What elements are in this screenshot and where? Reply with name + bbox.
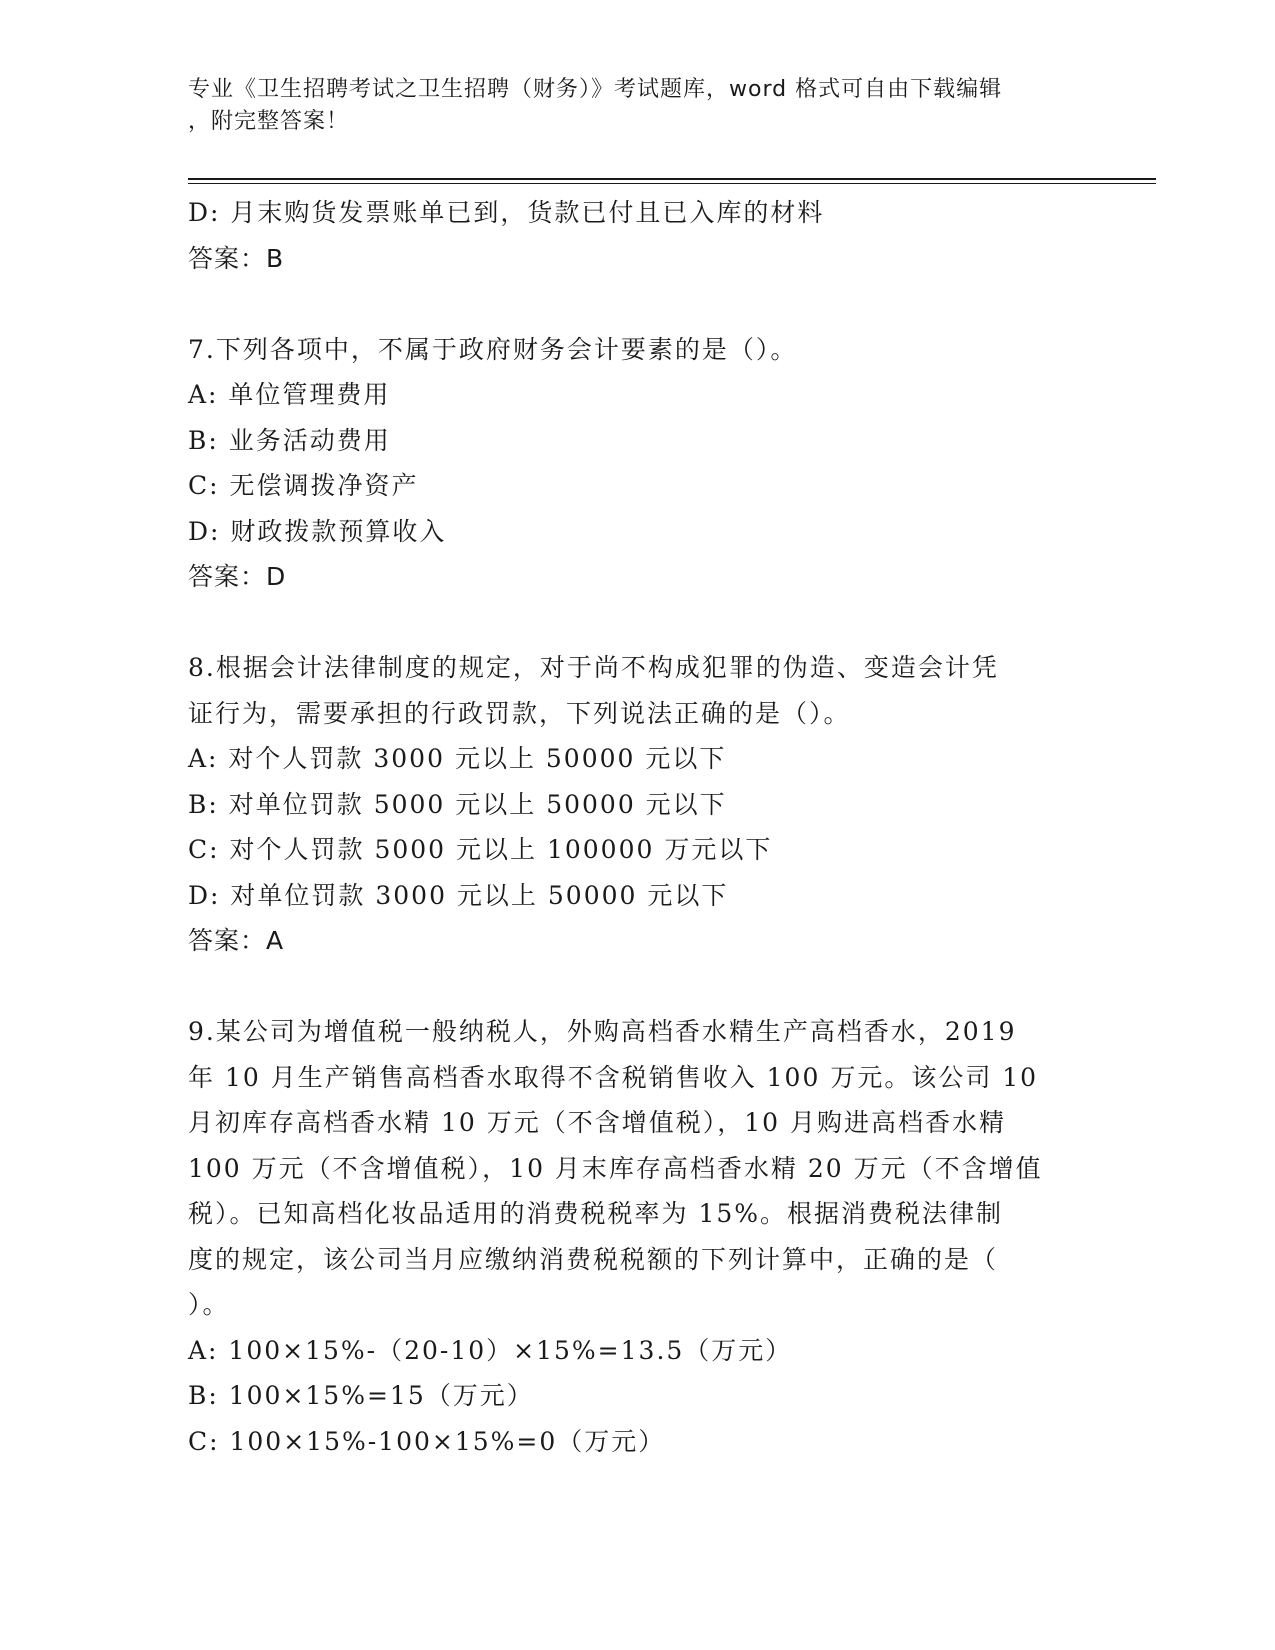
question-stem-line-2: 年 10 月生产销售高档香水取得不含税销售收入 100 万元。该公司 10: [188, 1062, 1039, 1092]
header-line-1: 专业《卫生招聘考试之卫生招聘（财务）》考试题库，word 格式可自由下载编辑: [188, 77, 1003, 102]
option-d: D: 对单位罚款 3000 元以上 50000 元以下: [188, 880, 729, 910]
answer: 答案：B: [188, 243, 285, 273]
prev-question: [188, 190, 1088, 281]
header-divider-thick: [188, 178, 1156, 180]
answer: 答案：D: [188, 562, 287, 591]
question-7: [188, 327, 1088, 600]
option-b: B: 业务活动费用: [188, 425, 391, 455]
question-stem-line-1: 8.根据会计法律制度的规定，对于尚不构成犯罪的伪造、变造会计凭: [188, 653, 999, 682]
question-stem-line-2: 证行为，需要承担的行政罚款，下列说法正确的是（）。: [188, 698, 851, 728]
question-8: [188, 645, 1088, 964]
question-stem-line-6: 度的规定，该公司当月应缴纳消费税税额的下列计算中，正确的是（: [188, 1244, 999, 1274]
question-content: [188, 190, 1088, 1464]
question-stem-line-3: 月初库存高档香水精 10 万元（不含增值税），10 月购进高档香水精: [188, 1108, 1006, 1137]
option-b: B: 对单位罚款 5000 元以上 50000 元以下: [188, 789, 727, 819]
option-a: A: 对个人罚款 3000 元以上 50000 元以下: [188, 744, 727, 773]
question-stem-line-1: 9.某公司为增值税一般纳税人，外购高档香水精生产高档香水，2019: [188, 1017, 1017, 1046]
option-a: A: 100×15%-（20-10）×15%=13.5（万元）: [188, 1335, 793, 1365]
header-divider-thin: [188, 183, 1156, 184]
question-9: [188, 1009, 1088, 1464]
option-c: C: 无偿调拨净资产: [188, 471, 419, 500]
question-stem-line-7: ）。: [188, 1290, 230, 1319]
answer: 答案：A: [188, 926, 285, 955]
option-d: D: 月末购货发票账单已到，货款已付且已入库的材料: [188, 198, 825, 227]
question-stem: 7.下列各项中，不属于政府财务会计要素的是（）。: [188, 334, 798, 364]
question-stem-line-5: 税）。已知高档化妆品适用的消费税税率为 15%。根据消费税法律制: [188, 1199, 1004, 1228]
option-a: A: 单位管理费用: [188, 380, 391, 409]
page-header: [188, 74, 1088, 138]
spacer: [188, 600, 1088, 646]
spacer: [188, 964, 1088, 1010]
option-c: C: 100×15%-100×15%=0（万元）: [188, 1426, 666, 1456]
header-line-2: ，附完整答案！: [188, 109, 350, 134]
question-stem-line-4: 100 万元（不含增值税），10 月末库存高档香水精 20 万元（不含增值: [188, 1153, 1043, 1183]
option-b: B: 100×15%=15（万元）: [188, 1381, 534, 1410]
option-c: C: 对个人罚款 5000 元以上 100000 万元以下: [188, 835, 773, 864]
option-d: D: 财政拨款预算收入: [188, 516, 447, 546]
spacer: [188, 281, 1088, 327]
